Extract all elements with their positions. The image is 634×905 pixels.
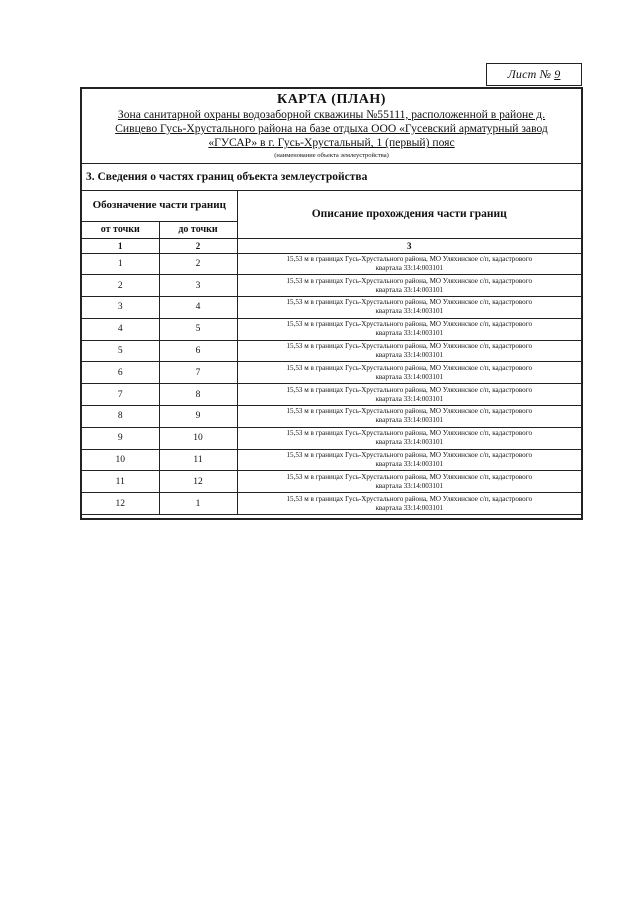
table-row <box>82 449 581 471</box>
description-cell <box>237 297 581 319</box>
to-point-cell: 12 <box>159 471 237 493</box>
to-point-cell: 7 <box>159 362 237 384</box>
subtitle-line-3: «ГУСАР» в г. Гусь-Хрустальный, 1 (первый) пояс <box>208 136 455 150</box>
from-point-cell: 7 <box>82 384 159 406</box>
to-point-cell: 6 <box>159 340 237 362</box>
to-point-cell: 9 <box>159 406 237 428</box>
table-header-row <box>82 191 581 221</box>
description-line-2: квартала 33:14:003101 <box>375 481 444 490</box>
description-cell <box>237 406 581 428</box>
table-row <box>82 318 581 340</box>
column-number: 3 <box>237 238 581 253</box>
description-line-1: 15,53 м в границах Гусь-Хрустального района, МО Уляхинское с/п, кадастрового <box>286 407 532 416</box>
description-cell <box>237 493 581 515</box>
from-point-cell: 5 <box>82 340 159 362</box>
to-point-cell: 8 <box>159 384 237 406</box>
from-point-cell: 2 <box>82 275 159 297</box>
subtitle-line-1: Зона санитарной охраны водозаборной скважины №55111, расположенной в районе д. <box>117 108 546 121</box>
boundary-table <box>82 191 581 515</box>
column-number: 2 <box>159 238 237 253</box>
subtitle-line-2: Сивцево Гусь-Хрустального района на базе отдыха ООО «Гусевский арматурный завод <box>115 122 548 136</box>
description-line-2: квартала 33:14:003101 <box>375 372 444 381</box>
table-row <box>82 471 581 493</box>
description-line-1: 15,53 м в границах Гусь-Хрустального района, МО Уляхинское с/п, кадастрового <box>286 451 532 460</box>
document-frame <box>80 87 583 520</box>
description-line-2: квартала 33:14:003101 <box>375 285 444 294</box>
object-caption: (наименование объекта землеустройства) <box>274 151 389 159</box>
sheet-number: 9 <box>554 67 561 81</box>
from-point-cell: 1 <box>82 253 159 275</box>
from-point-cell: 9 <box>82 427 159 449</box>
table-row <box>82 427 581 449</box>
table-row <box>82 253 581 275</box>
from-point-cell: 6 <box>82 362 159 384</box>
document-header <box>82 89 581 164</box>
table-row <box>82 362 581 384</box>
description-header: Описание прохождения части границ <box>237 191 581 238</box>
table-row <box>82 297 581 319</box>
description-line-2: квартала 33:14:003101 <box>375 263 444 272</box>
to-point-cell: 1 <box>159 493 237 515</box>
from-point-cell: 3 <box>82 297 159 319</box>
sheet-label: Лист № <box>507 67 552 81</box>
description-line-1: 15,53 м в границах Гусь-Хрустального района, МО Уляхинское с/п, кадастрового <box>286 429 532 438</box>
table-row <box>82 340 581 362</box>
description-line-1: 15,53 м в границах Гусь-Хрустального района, МО Уляхинское с/п, кадастрового <box>286 342 532 351</box>
from-point-cell: 10 <box>82 449 159 471</box>
description-line-1: 15,53 м в границах Гусь-Хрустального района, МО Уляхинское с/п, кадастрового <box>286 363 532 372</box>
description-line-2: квартала 33:14:003101 <box>375 503 444 512</box>
sheet-number-box <box>486 63 582 86</box>
description-line-1: 15,53 м в границах Гусь-Хрустального района, МО Уляхинское с/п, кадастрового <box>286 276 532 285</box>
table-row <box>82 275 581 297</box>
description-line-1: 15,53 м в границах Гусь-Хрустального района, МО Уляхинское с/п, кадастрового <box>286 472 532 481</box>
from-point-cell: 11 <box>82 471 159 493</box>
group-header: Обозначение части границ <box>82 191 237 221</box>
to-point-header: до точки <box>159 221 237 238</box>
description-cell <box>237 253 581 275</box>
to-point-cell: 11 <box>159 449 237 471</box>
document-title: КАРТА (ПЛАН) <box>277 92 386 107</box>
section-title: 3. Сведения о частях границ объекта землеустройства <box>82 164 581 191</box>
description-cell <box>237 318 581 340</box>
description-line-2: квартала 33:14:003101 <box>375 351 444 360</box>
from-point-cell: 8 <box>82 406 159 428</box>
description-line-1: 15,53 м в границах Гусь-Хрустального района, МО Уляхинское с/п, кадастрового <box>286 320 532 329</box>
description-line-2: квартала 33:14:003101 <box>375 416 444 425</box>
description-cell <box>237 340 581 362</box>
column-number-row <box>82 238 581 253</box>
description-line-1: 15,53 м в границах Гусь-Хрустального района, МО Уляхинское с/п, кадастрового <box>286 494 532 503</box>
to-point-cell: 5 <box>159 318 237 340</box>
description-line-2: квартала 33:14:003101 <box>375 438 444 447</box>
description-line-1: 15,53 м в границах Гусь-Хрустального района, МО Уляхинское с/п, кадастрового <box>286 254 532 263</box>
description-line-2: квартала 33:14:003101 <box>375 394 444 403</box>
from-point-header: от точки <box>82 221 159 238</box>
table-row <box>82 406 581 428</box>
description-cell <box>237 362 581 384</box>
description-cell <box>237 471 581 493</box>
table-row <box>82 384 581 406</box>
description-line-2: квартала 33:14:003101 <box>375 307 444 316</box>
document-subtitle <box>82 108 581 151</box>
description-cell <box>237 275 581 297</box>
from-point-cell: 12 <box>82 493 159 515</box>
description-line-2: квартала 33:14:003101 <box>375 460 444 469</box>
table-row <box>82 493 581 515</box>
description-cell <box>237 384 581 406</box>
to-point-cell: 3 <box>159 275 237 297</box>
description-cell <box>237 449 581 471</box>
column-number: 1 <box>82 238 159 253</box>
description-line-1: 15,53 м в границах Гусь-Хрустального района, МО Уляхинское с/п, кадастрового <box>286 298 532 307</box>
to-point-cell: 2 <box>159 253 237 275</box>
to-point-cell: 10 <box>159 427 237 449</box>
description-cell <box>237 427 581 449</box>
from-point-cell: 4 <box>82 318 159 340</box>
to-point-cell: 4 <box>159 297 237 319</box>
description-line-2: квартала 33:14:003101 <box>375 329 444 338</box>
description-line-1: 15,53 м в границах Гусь-Хрустального района, МО Уляхинское с/п, кадастрового <box>286 385 532 394</box>
